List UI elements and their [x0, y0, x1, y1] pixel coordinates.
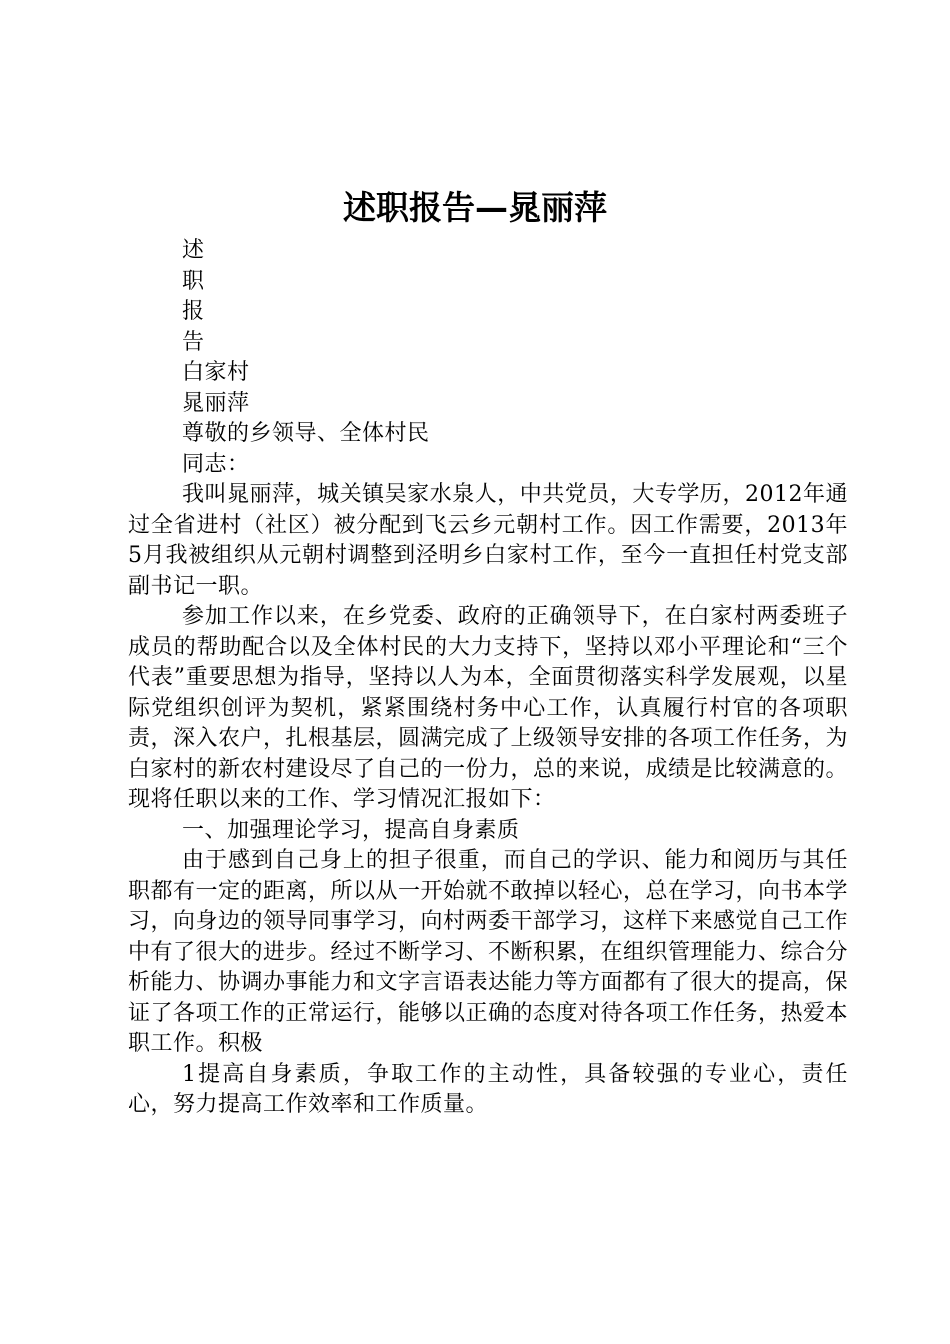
document-title: 述职报告—晁丽萍	[343, 188, 607, 227]
paragraph-quality: 1提高自身素质，争取工作的主动性，具备较强的专业心，责任心，努力提高工作效率和工作质量。	[128, 1061, 848, 1117]
paragraph-study: 由于感到自己身上的担子很重，而自己的学识、能力和阅历与其任职都有一定的距离，所以从一开始就不敢掉以轻心，总在学习，向书本学习，向身边的领导同事学习，向村两委干部学习，这样下来感觉自己工作中有了很大的进步。经过不断学习、不断积累，在组织管理能力、综合分析能力、协调办事能力和文字言语表达能力等方面都有了很大的提高，保证了各项工作的正常运行，能够以正确的态度对待各项工作任务，热爱本职工作。积极	[128, 848, 849, 1056]
header-line: 职	[182, 268, 205, 294]
header-line: 述	[182, 238, 205, 263]
header-line: 告	[182, 329, 205, 355]
paragraph-intro: 我叫晁丽萍，城关镇吴家水泉人，中共党员，大专学历，2012年通过全省进村（社区）被分配到飞云乡元朝村工作。因工作需要，2013年5月我被组织从元朝村调整到泾明乡白家村工作，至今一直担任村党支部副书记一职。	[128, 482, 848, 599]
section-heading: 一、加强理论学习，提高自身素质	[182, 817, 520, 843]
salutation-suffix: 同志：	[182, 451, 250, 477]
author-name: 晁丽萍	[182, 390, 250, 416]
village-name: 白家村	[182, 360, 250, 385]
document-body	[128, 236, 848, 1121]
header-line: 报	[182, 299, 205, 324]
salutation: 尊敬的乡领导、全体村民	[182, 421, 430, 446]
paragraph-work-overview: 参加工作以来，在乡党委、政府的正确领导下，在白家村两委班子成员的帮助配合以及全体村民的大力支持下，坚持以邓小平理论和“三个代表”重要思想为指导，坚持以人为本，全面贯彻落实科学发展观，以星际党组织创评为契机，紧紧围绕村务中心工作，认真履行村官的各项职责，深入农户，扎根基层，圆满完成了上级领导安排的各项工作任务，为白家村的新农村建设尽了自己的一份力，总的来说，成绩是比较满意的。现将任职以来的工作、学习情况汇报如下：	[128, 604, 849, 812]
